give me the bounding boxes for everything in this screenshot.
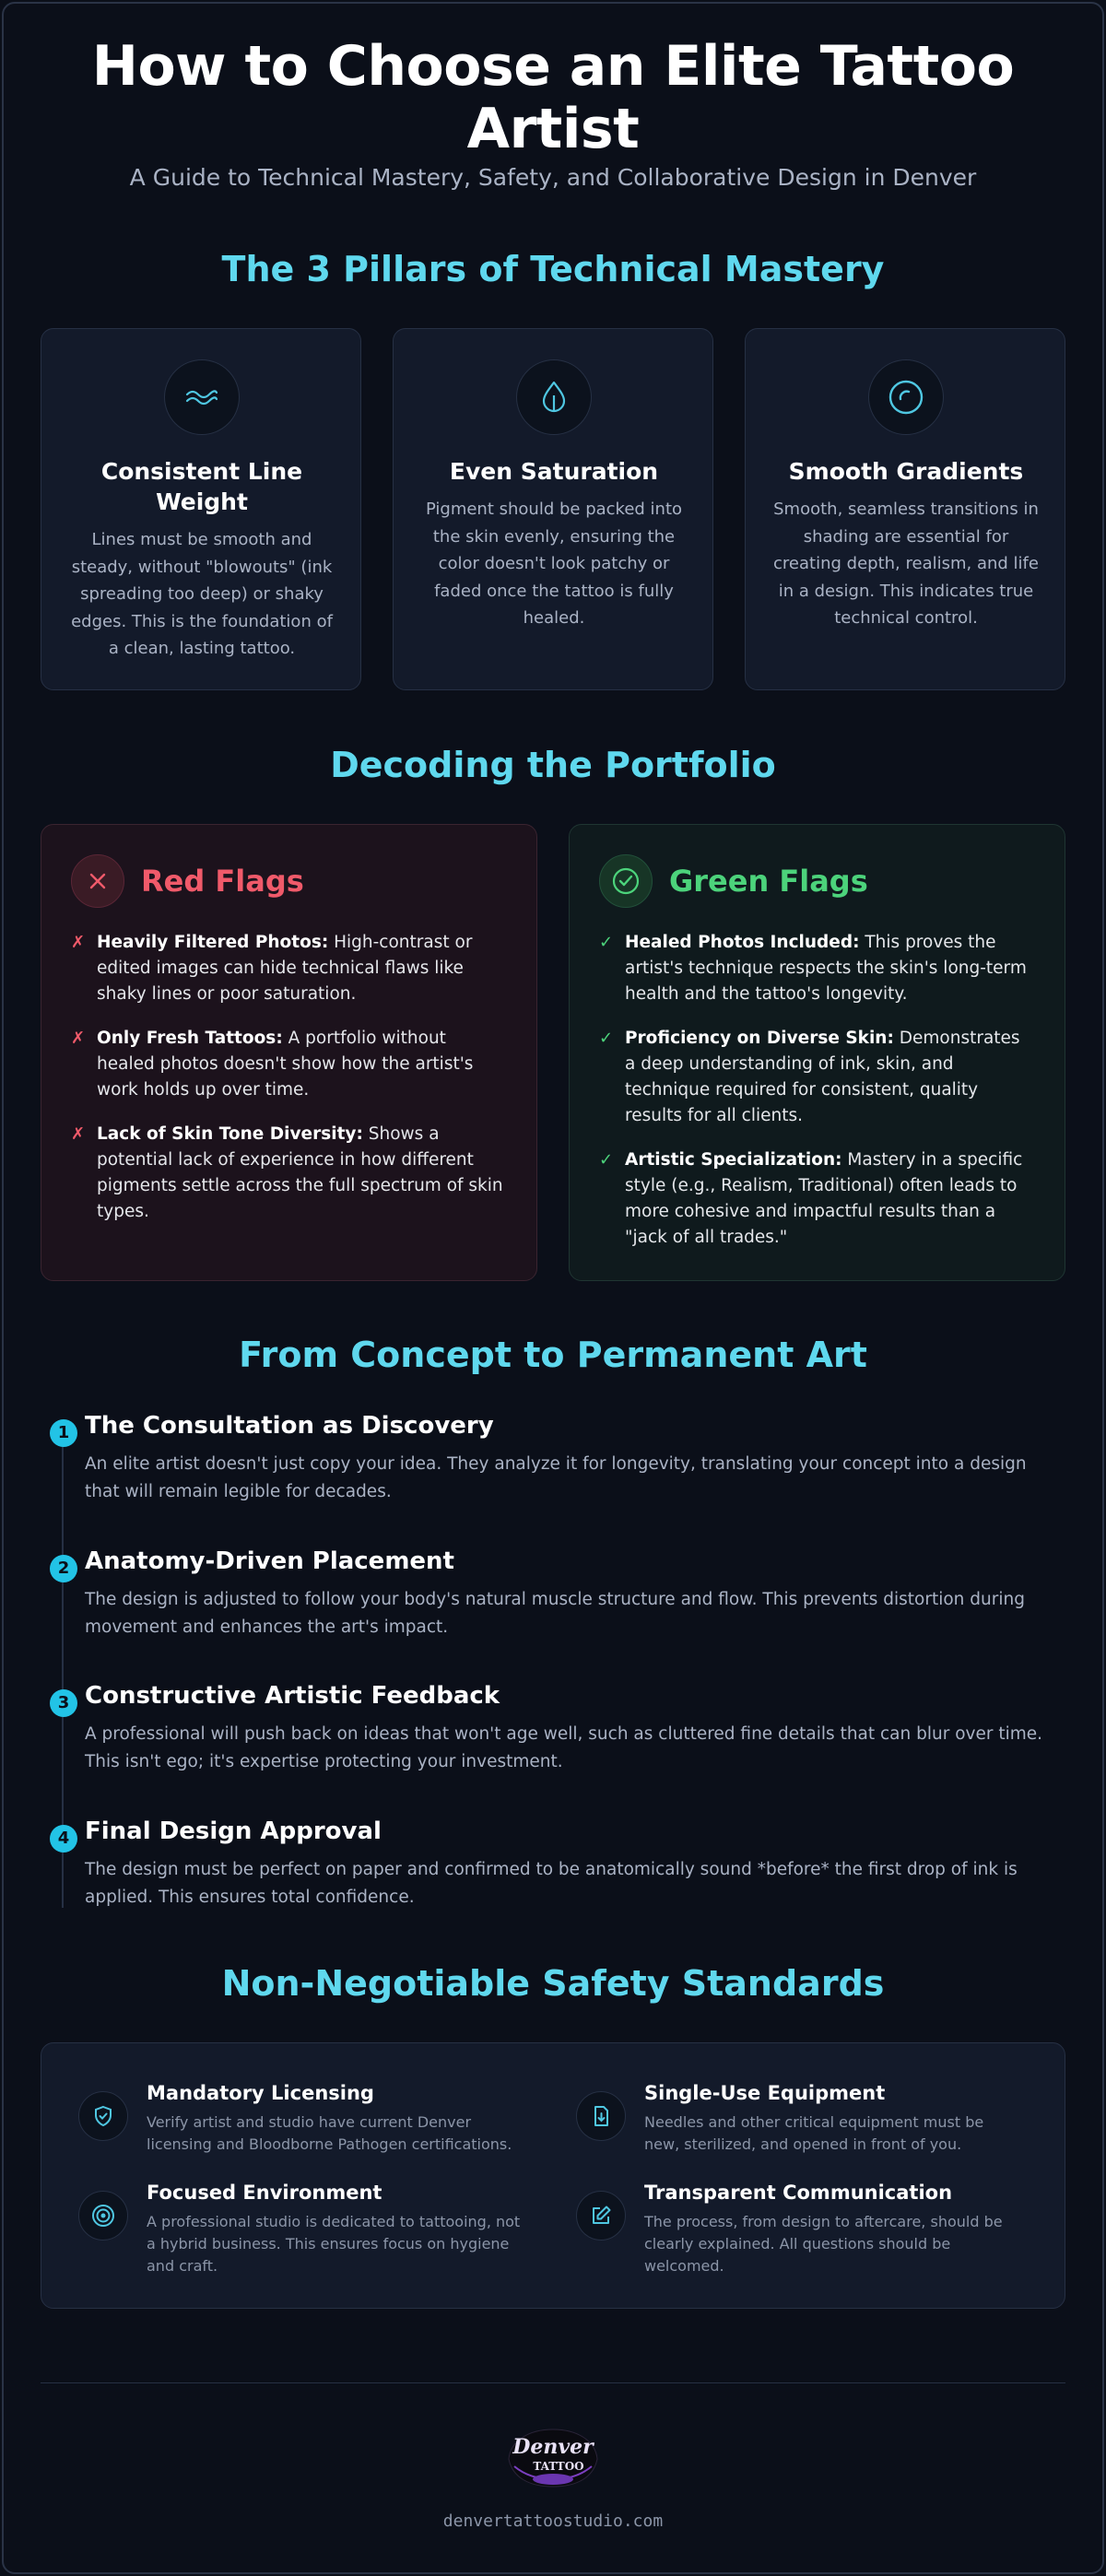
pillar-card-saturation <box>393 328 713 690</box>
check-mark-icon: ✓ <box>599 933 614 952</box>
green-flag-item: ✓ Artistic Specialization: Mastery in a specific style (e.g., Realism, Traditional) often leads to more cohesive and impactful results than a "jack of all trades." <box>599 1147 1032 1251</box>
footer-divider <box>41 2382 1065 2383</box>
file-download-icon <box>576 2091 626 2141</box>
safety-item-text: A professional studio is dedicated to tattooing, not a hybrid business. This ensures focus on hygiene and craft. <box>147 2213 521 2275</box>
green-flag-item: ✓ Proficiency on Diverse Skin: Demonstrates a deep understanding of ink, skin, and technique required for consistent, quality results for all clients. <box>599 1026 1032 1129</box>
wave-icon <box>164 359 240 435</box>
step-number: 4 <box>50 1825 77 1853</box>
pillar-card-gradients <box>745 328 1065 690</box>
step-text: A professional will push back on ideas that won't age well, such as cluttered fine details that can blur over time. This isn't ego; it's expertise protecting your investment. <box>85 1724 1043 1771</box>
green-flags-card <box>569 824 1065 1281</box>
edit-icon <box>576 2191 626 2241</box>
red-flag-item: ✗ Heavily Filtered Photos: High-contrast or edited images can hide technical flaws like shaky lines or poor saturation. <box>71 930 504 1007</box>
step-text: An elite artist doesn't just copy your idea. They analyze it for longevity, translating your concept into a design that will remain legible for decades. <box>85 1454 1027 1501</box>
red-flags-card <box>41 824 537 1281</box>
x-mark-icon: ✗ <box>71 933 86 952</box>
step-title: Final Design Approval <box>85 1817 382 1845</box>
step-title: Anatomy-Driven Placement <box>85 1547 454 1575</box>
pillar-title: Smooth Gradients <box>788 458 1024 485</box>
check-mark-icon: ✓ <box>599 1150 614 1170</box>
check-circle-icon <box>599 854 653 908</box>
step-number: 3 <box>50 1689 77 1717</box>
portfolio-title: Decoding the Portfolio <box>330 745 776 785</box>
red-flag-item: ✗ Only Fresh Tattoos: A portfolio without healed photos doesn't show how the artist's work holds up over time. <box>71 1026 504 1103</box>
step-title: Constructive Artistic Feedback <box>85 1682 500 1710</box>
red-flag-item: ✗ Lack of Skin Tone Diversity: Shows a potential lack of experience in how different pigments settle across the full spectrum of skin types. <box>71 1122 504 1225</box>
safety-item-text: Needles and other critical equipment must be new, sterilized, and opened in front of you. <box>644 2113 984 2153</box>
safety-item-text: Verify artist and studio have current Denver licensing and Bloodborne Pathogen certifications. <box>147 2113 512 2153</box>
target-icon <box>78 2191 128 2241</box>
safety-item-title: Mandatory Licensing <box>147 2082 374 2104</box>
step-text: The design must be perfect on paper and confirmed to be anatomically sound *before* the first drop of ink is applied. This ensures total confidence. <box>85 1860 1018 1907</box>
safety-item-title: Focused Environment <box>147 2182 382 2204</box>
x-mark-icon: ✗ <box>71 1029 86 1048</box>
footer-url[interactable]: denvertattoostudio.com <box>442 2511 664 2531</box>
step-text: The design is adjusted to follow your body's natural muscle structure and flow. This prevents distortion during movement and enhances the art's impact. <box>85 1590 1025 1637</box>
pillars-title: The 3 Pillars of Technical Mastery <box>221 249 885 289</box>
pillar-text: Lines must be smooth and steady, without "blowouts" (ink spreading too deep) or shaky edges. This is the foundation of a clean, lasting tattoo. <box>71 530 333 658</box>
svg-text:Denver: Denver <box>512 2435 594 2459</box>
process-title: From Concept to Permanent Art <box>239 1335 867 1375</box>
pillar-text: Pigment should be packed into the skin evenly, ensuring the color doesn't look patchy or faded once the tattoo is fully healed. <box>425 500 683 628</box>
gradient-circle-icon <box>868 359 944 435</box>
step-number: 1 <box>50 1419 77 1447</box>
droplet-icon <box>516 359 592 435</box>
safety-card <box>41 2042 1065 2309</box>
check-mark-icon: ✓ <box>599 1029 614 1048</box>
safety-item-title: Single-Use Equipment <box>644 2082 886 2104</box>
pillar-text: Smooth, seamless transitions in shading are essential for creating depth, realism, and life in a design. This indicates true technical control. <box>773 500 1039 628</box>
safety-item-title: Transparent Communication <box>644 2182 953 2204</box>
studio-logo[interactable] <box>501 2420 605 2492</box>
svg-text:TATTOO: TATTOO <box>533 2460 584 2473</box>
pillar-card-line-weight <box>41 328 361 690</box>
pillar-title: Even Saturation <box>449 458 659 485</box>
red-flags-title: Red Flags <box>141 864 304 899</box>
page-title: How to Choose an Elite Tattoo Artist <box>91 34 1015 161</box>
step-number: 2 <box>50 1555 77 1582</box>
pillar-title: Consistent Line Weight <box>100 458 303 515</box>
x-mark-icon: ✗ <box>71 1124 86 1144</box>
safety-item-text: The process, from design to aftercare, should be clearly explained. All questions should be welcomed. <box>644 2213 1003 2275</box>
shield-check-icon <box>78 2091 128 2141</box>
page-subtitle: A Guide to Technical Mastery, Safety, and Collaborative Design in Denver <box>129 164 977 191</box>
green-flag-item: ✓ Healed Photos Included: This proves the artist's technique respects the skin's long-term health and the tattoo's longevity. <box>599 930 1032 1007</box>
step-title: The Consultation as Discovery <box>85 1412 494 1440</box>
safety-title: Non-Negotiable Safety Standards <box>221 1963 885 2004</box>
green-flags-title: Green Flags <box>669 864 868 899</box>
x-circle-icon <box>71 854 124 908</box>
